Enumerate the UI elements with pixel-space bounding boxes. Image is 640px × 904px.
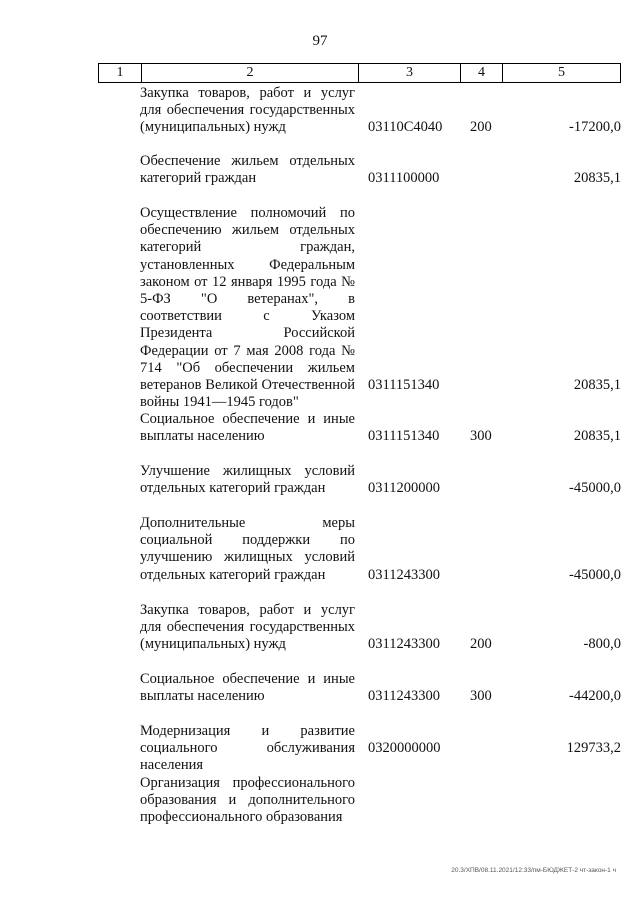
row-sum: -45000,0 — [569, 480, 621, 496]
row-sum: 129733,2 — [566, 740, 621, 756]
row-code: 0311100000 — [368, 170, 440, 186]
row-code: 0311200000 — [368, 480, 440, 496]
row-name: Закупка товаров, работ и услуг для обеспечения государственных (муниципальных) нужд — [140, 602, 355, 653]
row-name: Организация профессионального образования и дополнительного профессионального образования — [140, 775, 355, 826]
table-row — [140, 515, 621, 584]
row-sum: 20835,1 — [573, 377, 621, 393]
table-header — [98, 63, 621, 83]
row-kvr: 200 — [470, 119, 492, 135]
row-kvr: 300 — [470, 688, 492, 704]
row-sum: 20835,1 — [573, 170, 621, 186]
row-name: Улучшение жилищных условий отдельных категорий граждан — [140, 463, 355, 497]
header-col-4: 4 — [460, 64, 502, 82]
row-name: Обеспечение жильем отдельных категорий граждан — [140, 153, 355, 187]
page-number: 97 — [312, 33, 328, 49]
row-code: 0311151340 — [368, 428, 440, 444]
row-code: 0311243300 — [368, 636, 440, 652]
table-row — [140, 775, 621, 827]
row-name: Социальное обеспечение и иные выплаты населению — [140, 411, 355, 445]
table-row — [140, 153, 621, 188]
row-sum: -800,0 — [583, 636, 621, 652]
row-name: Модернизация и развитие социального обслуживания населения — [140, 723, 355, 774]
row-code: 0311243300 — [368, 567, 440, 583]
header-col-5: 5 — [502, 64, 620, 82]
table-row — [140, 85, 621, 137]
row-name: Социальное обеспечение и иные выплаты населению — [140, 671, 355, 705]
table-row — [140, 723, 621, 774]
table-row — [140, 205, 621, 411]
table-row — [140, 411, 621, 446]
row-sum: -17200,0 — [569, 119, 621, 135]
table-row — [140, 463, 621, 498]
header-col-1: 1 — [116, 65, 124, 80]
row-name: Дополнительные меры социальной поддержки по улучшению жилищных условий отдельных категорий граждан — [140, 515, 355, 583]
row-code: 0311151340 — [368, 377, 440, 393]
row-kvr: 200 — [470, 636, 492, 652]
row-name: Осуществление полномочий по обеспечению жильем отдельных категорий граждан, установленных Федеральным законом от 12 января 1995 года № 5-ФЗ "О ветеранах", в соответствии с Указом Президента Российской Федерации от 7 мая 2008 года № 714 "Об обеспечении жильем ветеранов Великой Отечественной войны 1941—1945 годов" — [140, 205, 355, 411]
row-sum: -45000,0 — [569, 567, 621, 583]
header-col-2: 2 — [141, 64, 358, 82]
table-row — [140, 602, 621, 654]
row-code: 0311243300 — [368, 688, 440, 704]
row-code: 0320000000 — [368, 740, 441, 756]
row-name: Закупка товаров, работ и услуг для обеспечения государственных (муниципальных) нужд — [140, 85, 355, 136]
document-footer: 20.3/ХПВ/08.11.2021/12:33/пм-БЮДЖЕТ-2 чт-закон-1 ч — [451, 867, 616, 874]
header-col-3: 3 — [358, 64, 460, 82]
row-sum: -44200,0 — [569, 688, 621, 704]
row-code: 03110С4040 — [368, 119, 443, 135]
table-row — [140, 671, 621, 706]
row-kvr: 300 — [470, 428, 492, 444]
row-sum: 20835,1 — [573, 428, 621, 444]
